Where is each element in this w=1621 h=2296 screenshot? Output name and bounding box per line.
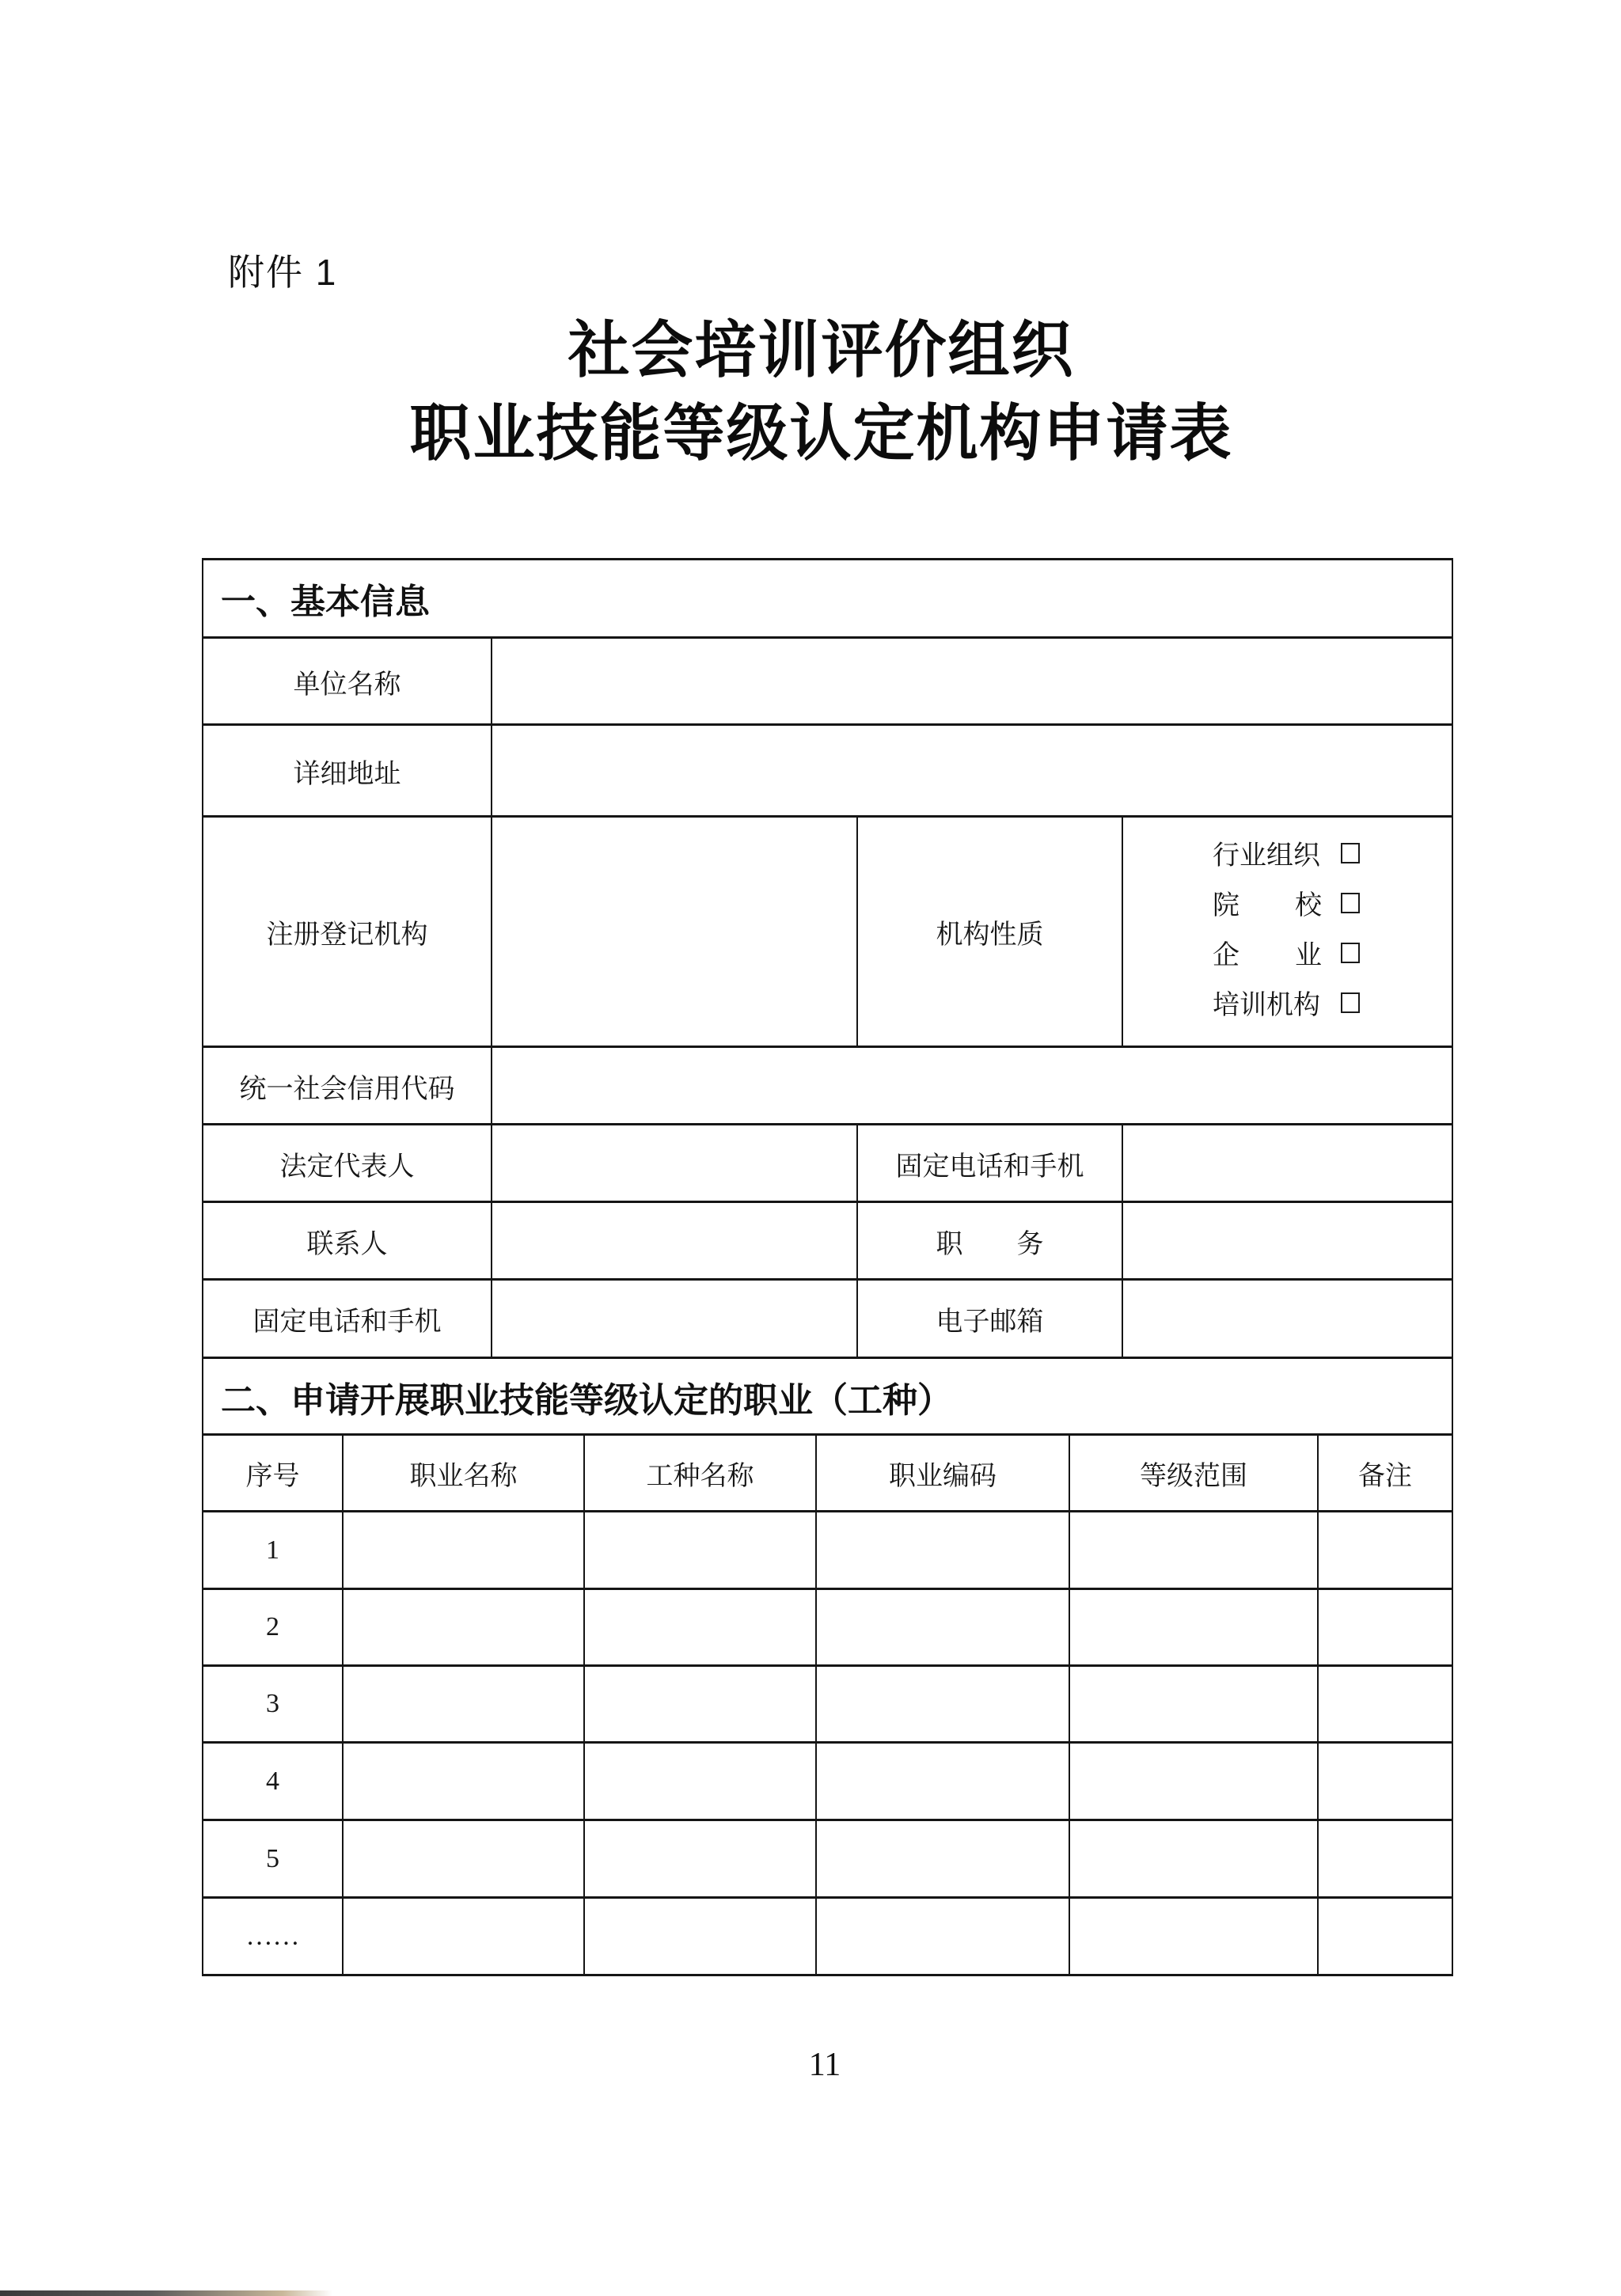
divider <box>1122 816 1123 1046</box>
seq-cell: 3 <box>266 1689 279 1718</box>
option-label: 企 <box>1213 941 1239 970</box>
contact-phone-field[interactable] <box>492 1281 856 1357</box>
legal-rep-label: 法定代表人 <box>279 1152 415 1182</box>
address-field[interactable] <box>492 726 1452 816</box>
seq-cell: 4 <box>266 1766 279 1796</box>
table-border-bottom <box>202 1974 1453 1976</box>
column-header-seq: 序号 <box>245 1462 300 1491</box>
occupation-code-field[interactable] <box>817 1821 1069 1896</box>
org-nature-label: 机构性质 <box>936 920 1044 950</box>
job-type-field[interactable] <box>585 1744 815 1819</box>
form-title-line2: 职业技能等级认定机构申请表 <box>409 399 1233 468</box>
credit-code-label: 统一社会信用代码 <box>239 1074 455 1104</box>
level-range-field[interactable] <box>1070 1512 1317 1588</box>
occupation-code-field[interactable] <box>817 1667 1069 1741</box>
column-header-level-range: 等级范围 <box>1140 1462 1247 1491</box>
section-occupations-heading: 二、申请开展职业技能等级认定的职业（工种） <box>221 1380 952 1420</box>
remark-field[interactable] <box>1319 1590 1452 1664</box>
form-title-line1: 社会培训评价组织 <box>568 316 1075 385</box>
org-nature-options <box>1213 828 1395 1027</box>
occupation-code-field[interactable] <box>817 1590 1069 1664</box>
seq-cell: 2 <box>266 1612 279 1641</box>
occupation-code-field[interactable] <box>817 1512 1069 1588</box>
legal-rep-phone-label: 固定电话和手机 <box>895 1152 1084 1182</box>
page-number: 11 <box>808 2047 841 2083</box>
registration-authority-field[interactable] <box>492 818 856 1046</box>
job-type-field[interactable] <box>585 1667 815 1741</box>
contact-field[interactable] <box>492 1203 856 1279</box>
checkbox-icon[interactable] <box>1341 943 1360 963</box>
seq-cell: 1 <box>266 1535 279 1565</box>
contact-label: 联系人 <box>306 1229 388 1259</box>
job-type-field[interactable] <box>585 1512 815 1588</box>
level-range-field[interactable] <box>1070 1590 1317 1664</box>
remark-field[interactable] <box>1319 1821 1452 1896</box>
job-type-field[interactable] <box>585 1899 815 1974</box>
position-label-second: 务 <box>1016 1229 1044 1259</box>
job-type-field[interactable] <box>585 1590 815 1664</box>
level-range-field[interactable] <box>1070 1899 1317 1974</box>
occupation-name-field[interactable] <box>344 1512 583 1588</box>
org-nature-option-school[interactable] <box>1213 878 1395 928</box>
email-field[interactable] <box>1123 1281 1452 1357</box>
option-label: 院 <box>1213 891 1239 920</box>
credit-code-field[interactable] <box>492 1048 1452 1124</box>
checkbox-icon[interactable] <box>1341 893 1360 913</box>
occupation-code-field[interactable] <box>817 1899 1069 1974</box>
contact-phone-label: 固定电话和手机 <box>252 1307 442 1337</box>
remark-field[interactable] <box>1319 1899 1452 1974</box>
org-nature-option-enterprise[interactable] <box>1213 928 1395 977</box>
option-label-suffix: 校 <box>1295 891 1322 920</box>
column-header-code: 职业编码 <box>889 1462 997 1491</box>
legal-rep-phone-field[interactable] <box>1123 1125 1452 1201</box>
scan-edge-artifact <box>0 2290 332 2296</box>
column-header-remark: 备注 <box>1358 1462 1412 1491</box>
occupation-code-field[interactable] <box>817 1744 1069 1819</box>
occupation-name-field[interactable] <box>344 1744 583 1819</box>
legal-rep-field[interactable] <box>492 1125 856 1201</box>
unit-name-field[interactable] <box>492 639 1452 724</box>
email-label: 电子邮箱 <box>936 1307 1044 1337</box>
option-label: 行业组织 <box>1213 841 1320 871</box>
unit-name-label: 单位名称 <box>293 670 401 700</box>
job-type-field[interactable] <box>585 1821 815 1896</box>
position-label <box>858 1203 1122 1279</box>
address-label: 详细地址 <box>293 759 401 789</box>
remark-field[interactable] <box>1319 1667 1452 1741</box>
checkbox-icon[interactable] <box>1341 843 1360 863</box>
occupation-name-field[interactable] <box>344 1667 583 1741</box>
occupation-name-field[interactable] <box>344 1590 583 1664</box>
seq-cell: 5 <box>266 1843 279 1873</box>
attachment-label: 附件 1 <box>228 252 338 293</box>
position-label-first: 职 <box>936 1229 963 1259</box>
seq-cell: …… <box>245 1921 300 1951</box>
remark-field[interactable] <box>1319 1512 1452 1588</box>
remark-field[interactable] <box>1319 1744 1452 1819</box>
column-header-job-type: 工种名称 <box>646 1462 754 1491</box>
level-range-field[interactable] <box>1070 1744 1317 1819</box>
registration-authority-label: 注册登记机构 <box>266 920 428 950</box>
org-nature-option-training[interactable] <box>1213 977 1395 1027</box>
org-nature-option-industry[interactable] <box>1213 828 1395 878</box>
column-header-occupation: 职业名称 <box>409 1462 518 1491</box>
occupation-name-field[interactable] <box>344 1821 583 1896</box>
option-label: 培训机构 <box>1213 991 1320 1020</box>
checkbox-icon[interactable] <box>1341 992 1360 1013</box>
position-field[interactable] <box>1123 1203 1452 1279</box>
level-range-field[interactable] <box>1070 1821 1317 1896</box>
table-border-right <box>1452 558 1453 1976</box>
occupation-name-field[interactable] <box>344 1899 583 1974</box>
option-label-suffix: 业 <box>1295 941 1322 970</box>
section-basic-info-heading: 一、基本信息 <box>221 583 430 621</box>
level-range-field[interactable] <box>1070 1667 1317 1741</box>
